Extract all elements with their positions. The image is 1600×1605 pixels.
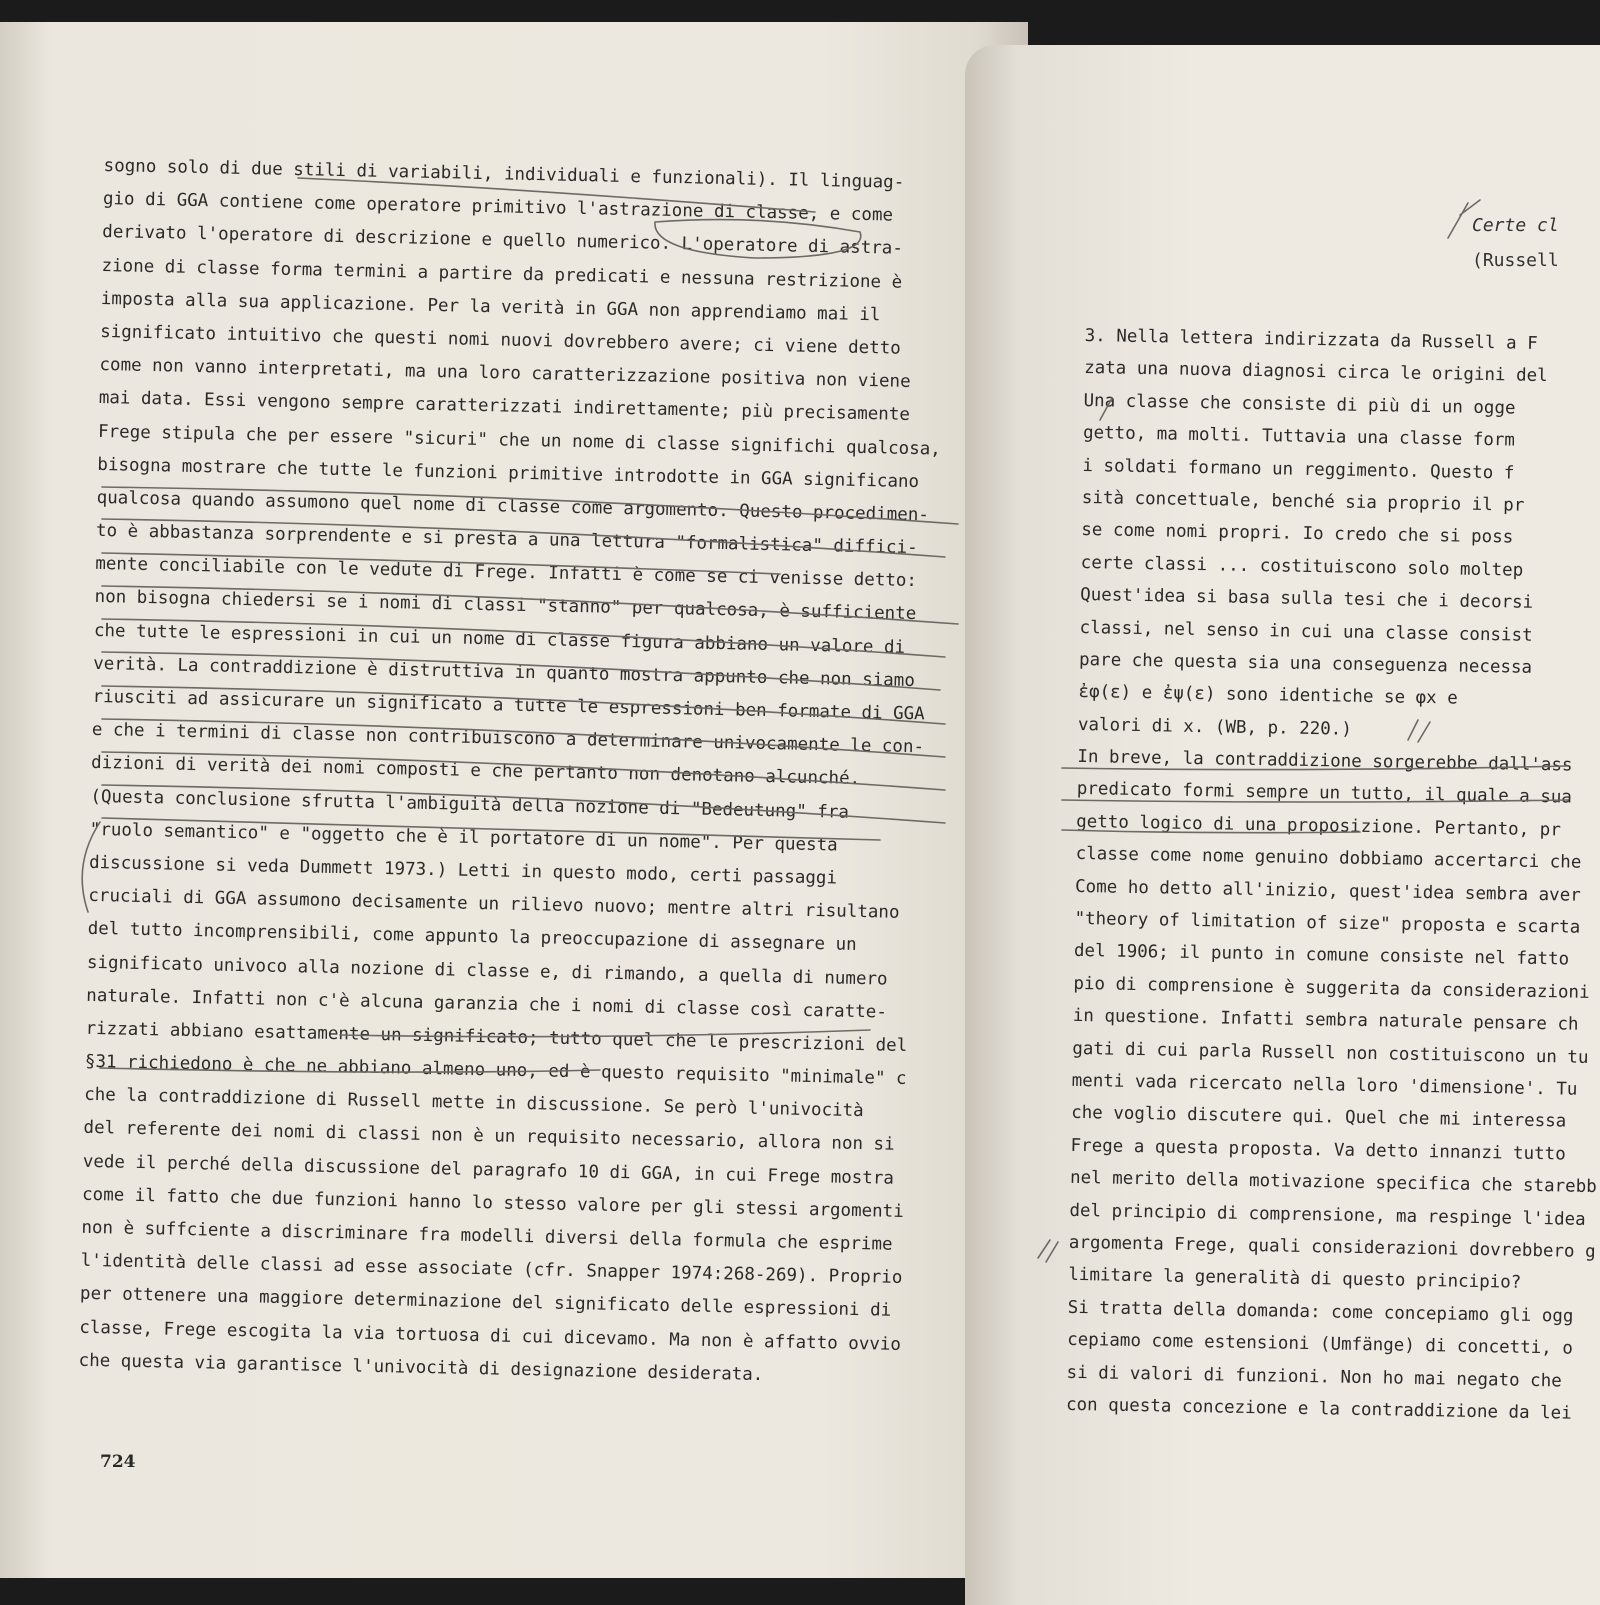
- right-page-text-line: con questa concezione e la contraddizione da lei: [1065, 1394, 1572, 1424]
- right-page-text-line: Si tratta della domanda: come concepiamo gli ogg: [1067, 1297, 1574, 1327]
- left-page-text-line: Frege stipula che per essere "sicuri" che un nome di classe significhi qualcosa,: [97, 421, 942, 460]
- section-title: Certe cl: [1472, 215, 1559, 236]
- left-page-text-line: bisogna mostrare che tutte le funzioni primitive introdotte in GGA significano: [97, 454, 920, 492]
- left-page-text-line: naturale. Infatti non c'è alcuna garanzia che i nomi di classe così caratte-: [86, 985, 888, 1023]
- right-page-text-line: Come ho detto all'inizio, quest'idea sembra aver: [1074, 876, 1581, 906]
- right-page-text-line: Frege a questa proposta. Va detto innanzi tutto: [1070, 1135, 1566, 1165]
- right-page-text-line: Una classe che consiste di più di un ogge: [1083, 390, 1516, 419]
- left-page-text-line: rizzati abbiano esattamente un significato; tutto quel che le prescrizioni del: [85, 1018, 908, 1056]
- left-page-text-line: l'identità delle classi ad esse associate (cfr. Snapper 1974:268-269). Proprio: [80, 1250, 903, 1289]
- right-page-text-line: gati di cui parla Russell non costituiscono un tu: [1072, 1038, 1589, 1068]
- left-page-text-line: verità. La contraddizione è distruttiva in quanto mostra appunto che non siamo: [93, 653, 916, 691]
- right-page-text-line: menti vada ricercato nella loro 'dimensione'. Tu: [1071, 1070, 1578, 1100]
- left-page-text-line: cruciali di GGA assumono decisamente un rilievo nuovo; mentre altri risultano: [88, 885, 900, 923]
- right-page-text-line: Quest'idea si basa sulla tesi che i decorsi: [1080, 585, 1534, 613]
- left-page-text-line: imposta alla sua applicazione. Per la verità in GGA non apprendiamo mai il: [100, 288, 881, 326]
- left-page-text-line: significato univoco alla nozione di classe e, di rimando, a quella di numero: [86, 952, 888, 990]
- left-page-text-line: del tutto incomprensibili, come appunto la preoccupazione di assegnare un: [87, 919, 857, 956]
- left-page-text-line: non bisogna chiedersi se i nomi di classi "stanno" per qualcosa, è sufficiente: [94, 587, 917, 625]
- left-page-text-line: to è abbastanza sorprendente e si presta a una lettura "formalistica" diffici-: [95, 520, 918, 559]
- left-page-text-line: significato intuitivo che questi nomi nuovi dovrebbero avere; ci viene detto: [99, 321, 901, 359]
- right-page-text-line: i soldati formano un reggimento. Questo f: [1082, 455, 1515, 484]
- left-page-text-line: riusciti ad assicurare un significato a tutte le espressioni ben formate di GGA: [92, 686, 925, 725]
- right-page-text-line: valori di x. (WB, p. 220.): [1077, 714, 1353, 740]
- left-page-body: [78, 150, 946, 1395]
- left-page-text-line: per ottenere una maggiore determinazione del significato delle espressioni di: [79, 1284, 892, 1322]
- left-page-text-line: (Questa conclusione sfrutta l'ambiguità della nozione di "Bedeutung" fra: [90, 786, 850, 823]
- left-page-text-line: gio di GGA contiene come operatore primitivo l'astrazione di classe, e come: [102, 189, 894, 226]
- left-page-text-line: §31 richiedono è che ne abbiano almeno uno, ed è questo requisito "minimale" c: [84, 1051, 907, 1090]
- right-page-text-line: classi, nel senso in cui una classe consist: [1079, 617, 1533, 646]
- section-subtitle: (Russell: [1472, 250, 1559, 271]
- left-page-text-line: del referente dei nomi di classi non è un requisito necessario, allora non si: [83, 1118, 895, 1156]
- right-page-text-line: zata una nuova diagnosi circa le origini del: [1083, 358, 1548, 387]
- right-page-text-line: che voglio discutere qui. Quel che mi interessa: [1070, 1103, 1567, 1132]
- right-page-text-line: si di valori di funzioni. Non ho mai negato che: [1066, 1362, 1562, 1391]
- left-page-text-line: dizioni di verità dei nomi composti e che pertanto non denotano alcunché.: [90, 753, 861, 790]
- left-page-text-line: e che i termini di classe non contribuiscono a determinare univocamente le con-: [91, 720, 925, 758]
- right-page-text-line: sità concettuale, benché sia proprio il pr: [1081, 487, 1525, 516]
- right-page-text-line: del principio di comprensione, ma respinge l'idea: [1069, 1200, 1586, 1230]
- left-page-text-line: zione di classe forma termini a partire da predicati e nessuna restrizione è: [101, 255, 903, 293]
- left-page-text-line: come il fatto che due funzioni hanno lo stesso valore per gli stessi argomenti: [81, 1184, 904, 1222]
- left-page-text-line: derivato l'operatore di descrizione e quello numerico. L'operatore di astra-: [102, 222, 904, 260]
- left-page-text-line: vede il perché della discussione del paragrafo 10 di GGA, in cui Frege mostra: [82, 1151, 895, 1189]
- left-page-text-line: sogno solo di due stili di variabili, individuali e funzionali). Il linguag-: [103, 155, 905, 193]
- right-page-text-line: pio di comprensione è suggerita da considerazioni: [1073, 973, 1590, 1003]
- right-page-text-line: cepiamo come estensioni (Umfänge) di concetti, o: [1067, 1329, 1574, 1359]
- left-page-text-line: "ruolo semantico" e "oggetto che è il portatore di un nome". Per questa: [89, 819, 838, 856]
- right-page-text-line: getto, ma molti. Tuttavia una classe form: [1082, 423, 1516, 451]
- right-page-text-line: certe classi ... costituiscono solo moltep: [1080, 552, 1524, 581]
- left-page-text-line: discussione si veda Dummett 1973.) Letti in questo modo, certi passaggi: [88, 852, 838, 889]
- right-page-text-line: in questione. Infatti sembra naturale pensare ch: [1072, 1006, 1579, 1035]
- right-page-text-line: nel merito della motivazione specifica che starebb: [1069, 1168, 1597, 1198]
- left-page-text-line: mente conciliabile con le vedute di Frege. Infatti è come se ci venisse detto:: [95, 554, 918, 592]
- left-page-text-line: che la contraddizione di Russell mette in discussione. Se però l'univocità: [83, 1085, 864, 1122]
- right-page-text-line: classe come nome genuino dobbiamo accertarci che: [1075, 844, 1582, 873]
- right-page-text-line: 3. Nella lettera indirizzata da Russell a F: [1084, 325, 1538, 354]
- page-number: 724: [100, 1452, 136, 1472]
- left-page-text-line: come non vanno interpretati, ma una loro caratterizzazione positiva non viene: [99, 355, 911, 393]
- right-page-text-line: "theory of limitation of size" proposta e scarta: [1074, 908, 1581, 938]
- left-page-text-line: classe, Frege escogita la via tortuosa di cui dicevamo. Ma non è affatto ovvio: [79, 1317, 902, 1355]
- left-page-text-line: non è suffciente a discriminare fra modelli diversi della formula che esprime: [81, 1217, 893, 1255]
- right-page-text-line: predicato formi sempre un tutto, il quale a sua: [1076, 779, 1573, 809]
- right-page-text-line: se come nomi propri. Io credo che si poss: [1081, 520, 1514, 548]
- right-page-text-line: pare che questa sia una conseguenza necessa: [1078, 649, 1533, 678]
- left-page-text-line: che questa via garantisce l'univocità di designazione desiderata.: [78, 1350, 764, 1385]
- right-page-text-line: limitare la generalità di questo principio?: [1068, 1265, 1522, 1294]
- left-page-text-line: qualcosa quando assumono quel nome di classe come argomento. Questo procedimen-: [96, 487, 930, 526]
- right-page-text-line: argomenta Frege, quali considerazioni dovrebbero g: [1068, 1232, 1596, 1262]
- left-page-text-line: mai data. Essi vengono sempre caratterizzati indirettamente; più precisamente: [98, 388, 911, 426]
- right-page-text-line: getto logico di una proposizione. Pertanto, pr: [1076, 811, 1561, 841]
- right-page-text-line: In breve, la contraddizione sorgerebbe dall'ass: [1077, 747, 1573, 776]
- left-page-text-line: che tutte le espressioni in cui un nome di classe figura abbiano un valore di: [93, 620, 906, 658]
- right-page-text-line: ἐφ(ε) e ἐψ(ε) sono identiche se φx e: [1078, 682, 1458, 709]
- right-page-body: [1066, 320, 1600, 1430]
- right-page-text-line: del 1906; il punto in comune consiste nel fatto: [1073, 941, 1570, 970]
